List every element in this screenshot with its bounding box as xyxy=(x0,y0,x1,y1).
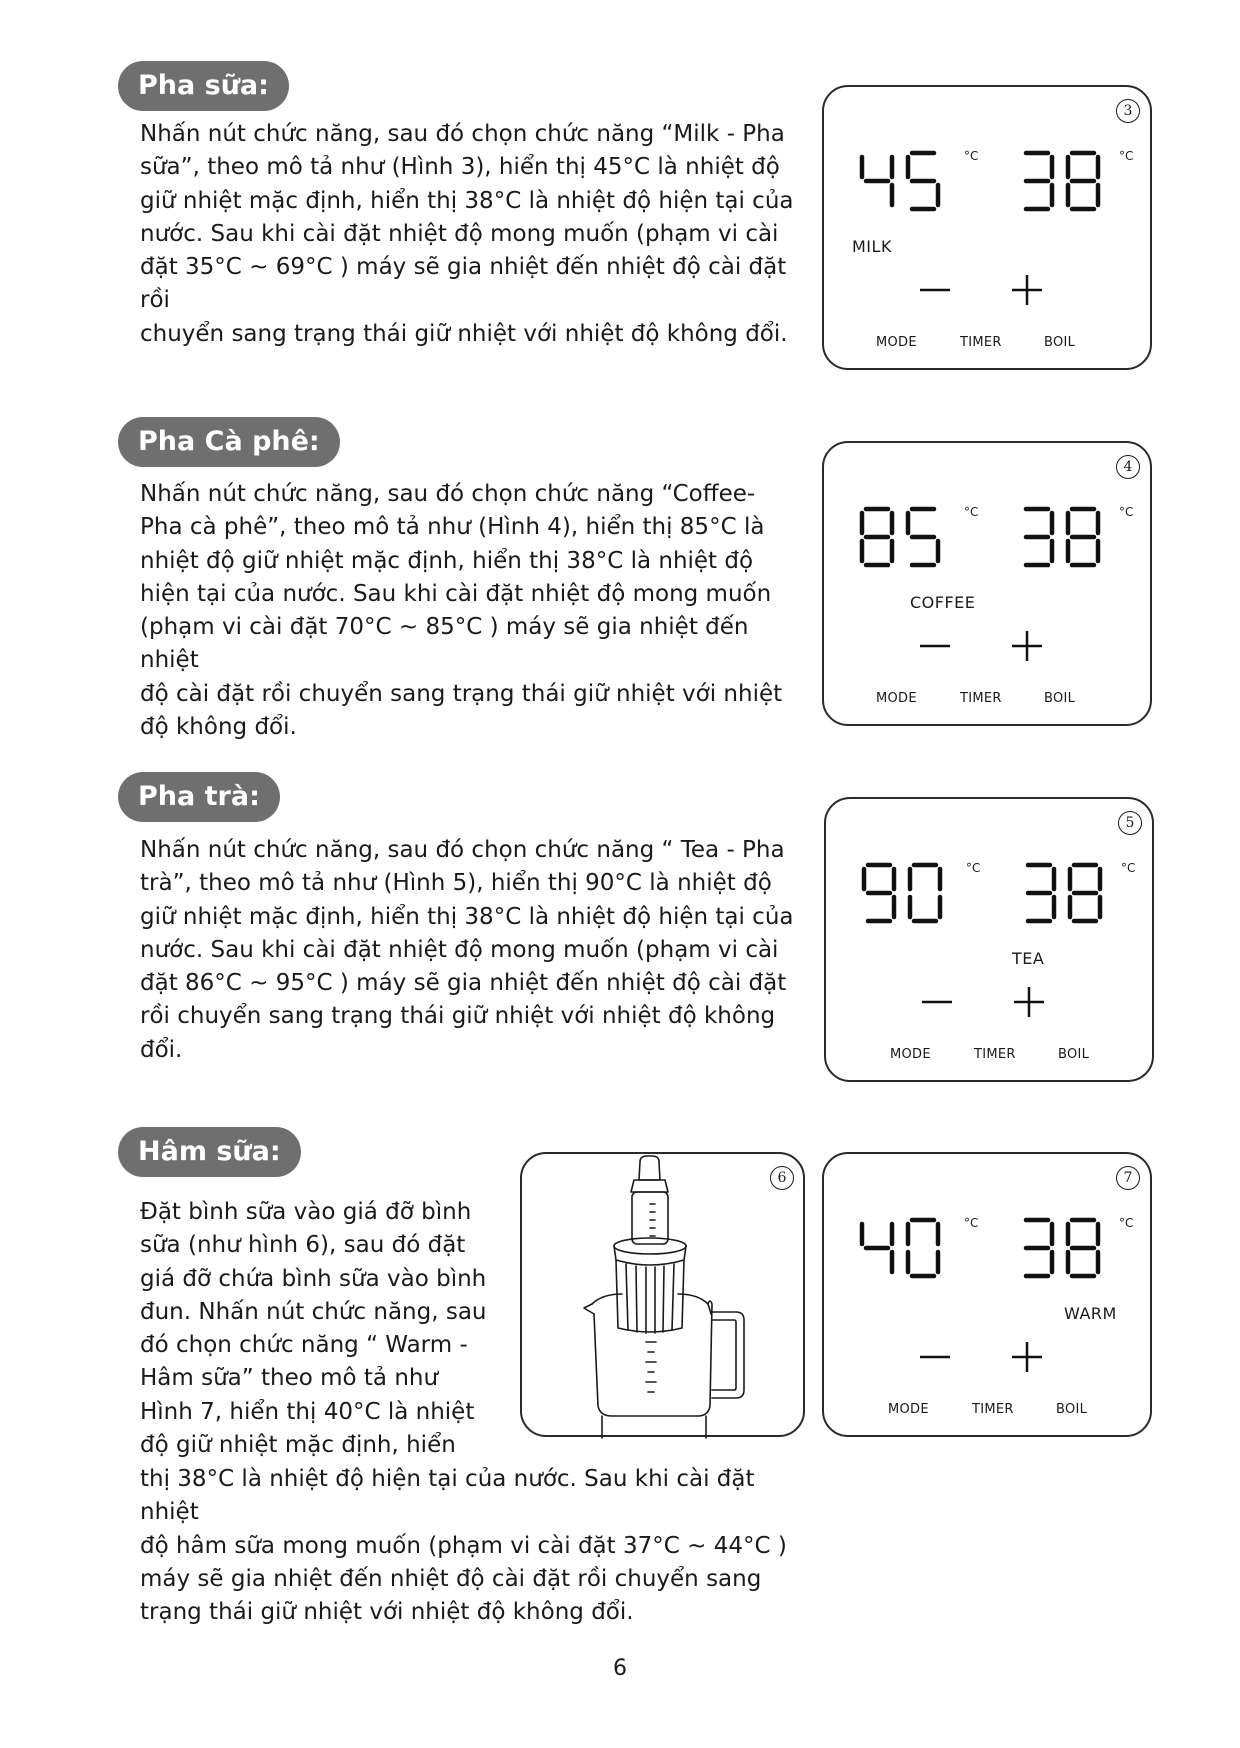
text-line: máy sẽ gia nhiệt đến nhiệt độ cài đặt rồi chuyển sang xyxy=(140,1565,762,1592)
mode-label: MILK xyxy=(852,237,892,256)
control-panel-milk xyxy=(822,85,1152,370)
degree-unit-set: °C xyxy=(966,861,981,875)
degree-unit-current: °C xyxy=(1119,1216,1134,1230)
degree-unit-current: °C xyxy=(1121,861,1136,875)
plus-icon xyxy=(1014,987,1044,1017)
text-line: Nhấn nút chức năng, sau đó chọn chức năng “Milk - Pha xyxy=(140,121,785,147)
mode-button-label[interactable]: MODE xyxy=(888,1402,929,1417)
text-line: giá đỡ chứa bình sữa vào bình xyxy=(140,1265,487,1292)
text-line: độ giữ nhiệt mặc định, hiển xyxy=(140,1432,456,1459)
coffee-paragraph xyxy=(140,478,800,744)
boil-button-label[interactable]: BOIL xyxy=(1044,335,1076,350)
text-line: rồi chuyển sang trạng thái giữ nhiệt với nhiệt độ không xyxy=(140,1003,776,1030)
minus-button[interactable] xyxy=(922,987,952,1017)
text-line: độ không đổi. xyxy=(140,714,297,741)
text-line: trà”, theo mô tả như (Hình 5), hiển thị 90°C là nhiệt độ xyxy=(140,870,772,897)
text-line: Hâm sữa” theo mô tả như xyxy=(140,1365,439,1392)
plus-icon xyxy=(1012,631,1042,661)
timer-button-label[interactable]: TIMER xyxy=(974,1047,1016,1062)
text-line: Hình 7, hiển thị 40°C là nhiệt xyxy=(140,1398,475,1425)
control-panel-warm xyxy=(822,1152,1152,1437)
text-line: sữa (như hình 6), sau đó đặt xyxy=(140,1232,466,1259)
minus-icon xyxy=(920,631,950,661)
mode-label: TEA xyxy=(1012,949,1045,968)
text-line: giữ nhiệt mặc định, hiển thị 38°C là nhiệt độ hiện tại của xyxy=(140,187,794,214)
page-number: 6 xyxy=(613,1656,627,1681)
warm-paragraph-wide xyxy=(140,1463,820,1629)
text-line: đặt 86°C ~ 95°C ) máy sẽ gia nhiệt đến nhiệt độ cài đặt xyxy=(140,970,787,997)
mode-button-label[interactable]: MODE xyxy=(876,691,917,706)
plus-button[interactable] xyxy=(1012,1342,1042,1372)
boil-button-label[interactable]: BOIL xyxy=(1044,691,1076,706)
text-line: đặt 35°C ~ 69°C ) máy sẽ gia nhiệt đến nhiệt độ cài đặt rồi xyxy=(140,254,787,314)
plus-button[interactable] xyxy=(1014,987,1044,1017)
text-line: nhiệt độ giữ nhiệt mặc định, hiển thị 38°C là nhiệt độ xyxy=(140,547,754,574)
mode-button-label[interactable]: MODE xyxy=(890,1047,931,1062)
boil-button-label[interactable]: BOIL xyxy=(1056,1402,1088,1417)
minus-icon xyxy=(922,987,952,1017)
text-line: đó chọn chức năng “ Warm - xyxy=(140,1332,468,1359)
control-panel-tea xyxy=(824,797,1154,1082)
text-line: Pha cà phê”, theo mô tả như (Hình 4), hiển thị 85°C là xyxy=(140,514,765,541)
lcd-digits xyxy=(824,87,1154,227)
warm-paragraph-narrow xyxy=(140,1196,500,1462)
text-line: độ cài đặt rồi chuyển sang trạng thái giữ nhiệt với nhiệt xyxy=(140,680,783,707)
tea-paragraph xyxy=(140,834,800,1067)
lcd-digits xyxy=(824,1154,1154,1294)
section-heading-warm: Hâm sữa: xyxy=(118,1127,301,1177)
mode-button-label[interactable]: MODE xyxy=(876,335,917,350)
minus-button[interactable] xyxy=(920,631,950,661)
degree-unit-set: °C xyxy=(964,505,979,519)
text-line: chuyển sang trạng thái giữ nhiệt với nhiệt độ không đổi. xyxy=(140,320,788,347)
figure-number-3: 3 xyxy=(1116,99,1140,123)
text-line: Đặt bình sữa vào giá đỡ bình xyxy=(140,1199,472,1225)
text-line: sữa”, theo mô tả như (Hình 3), hiển thị 45°C là nhiệt độ xyxy=(140,154,780,181)
minus-button[interactable] xyxy=(920,1342,950,1372)
milk-paragraph xyxy=(140,118,800,351)
text-line: hiện tại của nước. Sau khi cài đặt nhiệt độ mong muốn xyxy=(140,580,772,607)
section-heading-milk: Pha sữa: xyxy=(118,61,289,111)
mode-label: COFFEE xyxy=(910,593,976,612)
figure-number-5: 5 xyxy=(1118,811,1142,835)
figure-number-6: 6 xyxy=(770,1166,794,1190)
text-line: Nhấn nút chức năng, sau đó chọn chức năng “ Tea - Pha xyxy=(140,837,785,863)
section-heading-coffee: Pha Cà phê: xyxy=(118,417,340,467)
degree-unit-set: °C xyxy=(964,1216,979,1230)
kettle-illustration xyxy=(522,1154,807,1439)
text-line: trạng thái giữ nhiệt với nhiệt độ không đổi. xyxy=(140,1599,634,1626)
text-line: đổi. xyxy=(140,1036,183,1063)
plus-icon xyxy=(1012,275,1042,305)
lcd-digits xyxy=(824,443,1154,583)
timer-button-label[interactable]: TIMER xyxy=(972,1402,1014,1417)
plus-icon xyxy=(1012,1342,1042,1372)
text-line: (phạm vi cài đặt 70°C ~ 85°C ) máy sẽ gia nhiệt đến nhiệt xyxy=(140,614,749,674)
text-line: thị 38°C là nhiệt độ hiện tại của nước. Sau khi cài đặt nhiệt xyxy=(140,1466,755,1526)
figure-number-7: 7 xyxy=(1116,1166,1140,1190)
minus-icon xyxy=(920,275,950,305)
figure-number-4: 4 xyxy=(1116,455,1140,479)
control-panel-coffee xyxy=(822,441,1152,726)
text-line: nước. Sau khi cài đặt nhiệt độ mong muốn (phạm vi cài xyxy=(140,220,779,247)
boil-button-label[interactable]: BOIL xyxy=(1058,1047,1090,1062)
plus-button[interactable] xyxy=(1012,275,1042,305)
text-line: độ hâm sữa mong muốn (phạm vi cài đặt 37°C ~ 44°C ) xyxy=(140,1532,787,1559)
degree-unit-current: °C xyxy=(1119,505,1134,519)
degree-unit-set: °C xyxy=(964,149,979,163)
section-heading-tea: Pha trà: xyxy=(118,772,280,822)
text-line: Nhấn nút chức năng, sau đó chọn chức năng “Coffee- xyxy=(140,481,756,507)
timer-button-label[interactable]: TIMER xyxy=(960,691,1002,706)
minus-icon xyxy=(920,1342,950,1372)
text-line: đun. Nhấn nút chức năng, sau xyxy=(140,1298,487,1325)
lcd-digits xyxy=(826,799,1156,939)
minus-button[interactable] xyxy=(920,275,950,305)
degree-unit-current: °C xyxy=(1119,149,1134,163)
plus-button[interactable] xyxy=(1012,631,1042,661)
text-line: nước. Sau khi cài đặt nhiệt độ mong muốn (phạm vi cài xyxy=(140,936,779,963)
timer-button-label[interactable]: TIMER xyxy=(960,335,1002,350)
text-line: giữ nhiệt mặc định, hiển thị 38°C là nhiệt độ hiện tại của xyxy=(140,903,794,930)
figure-bottle-holder xyxy=(520,1152,805,1437)
mode-label: WARM xyxy=(1064,1304,1117,1323)
